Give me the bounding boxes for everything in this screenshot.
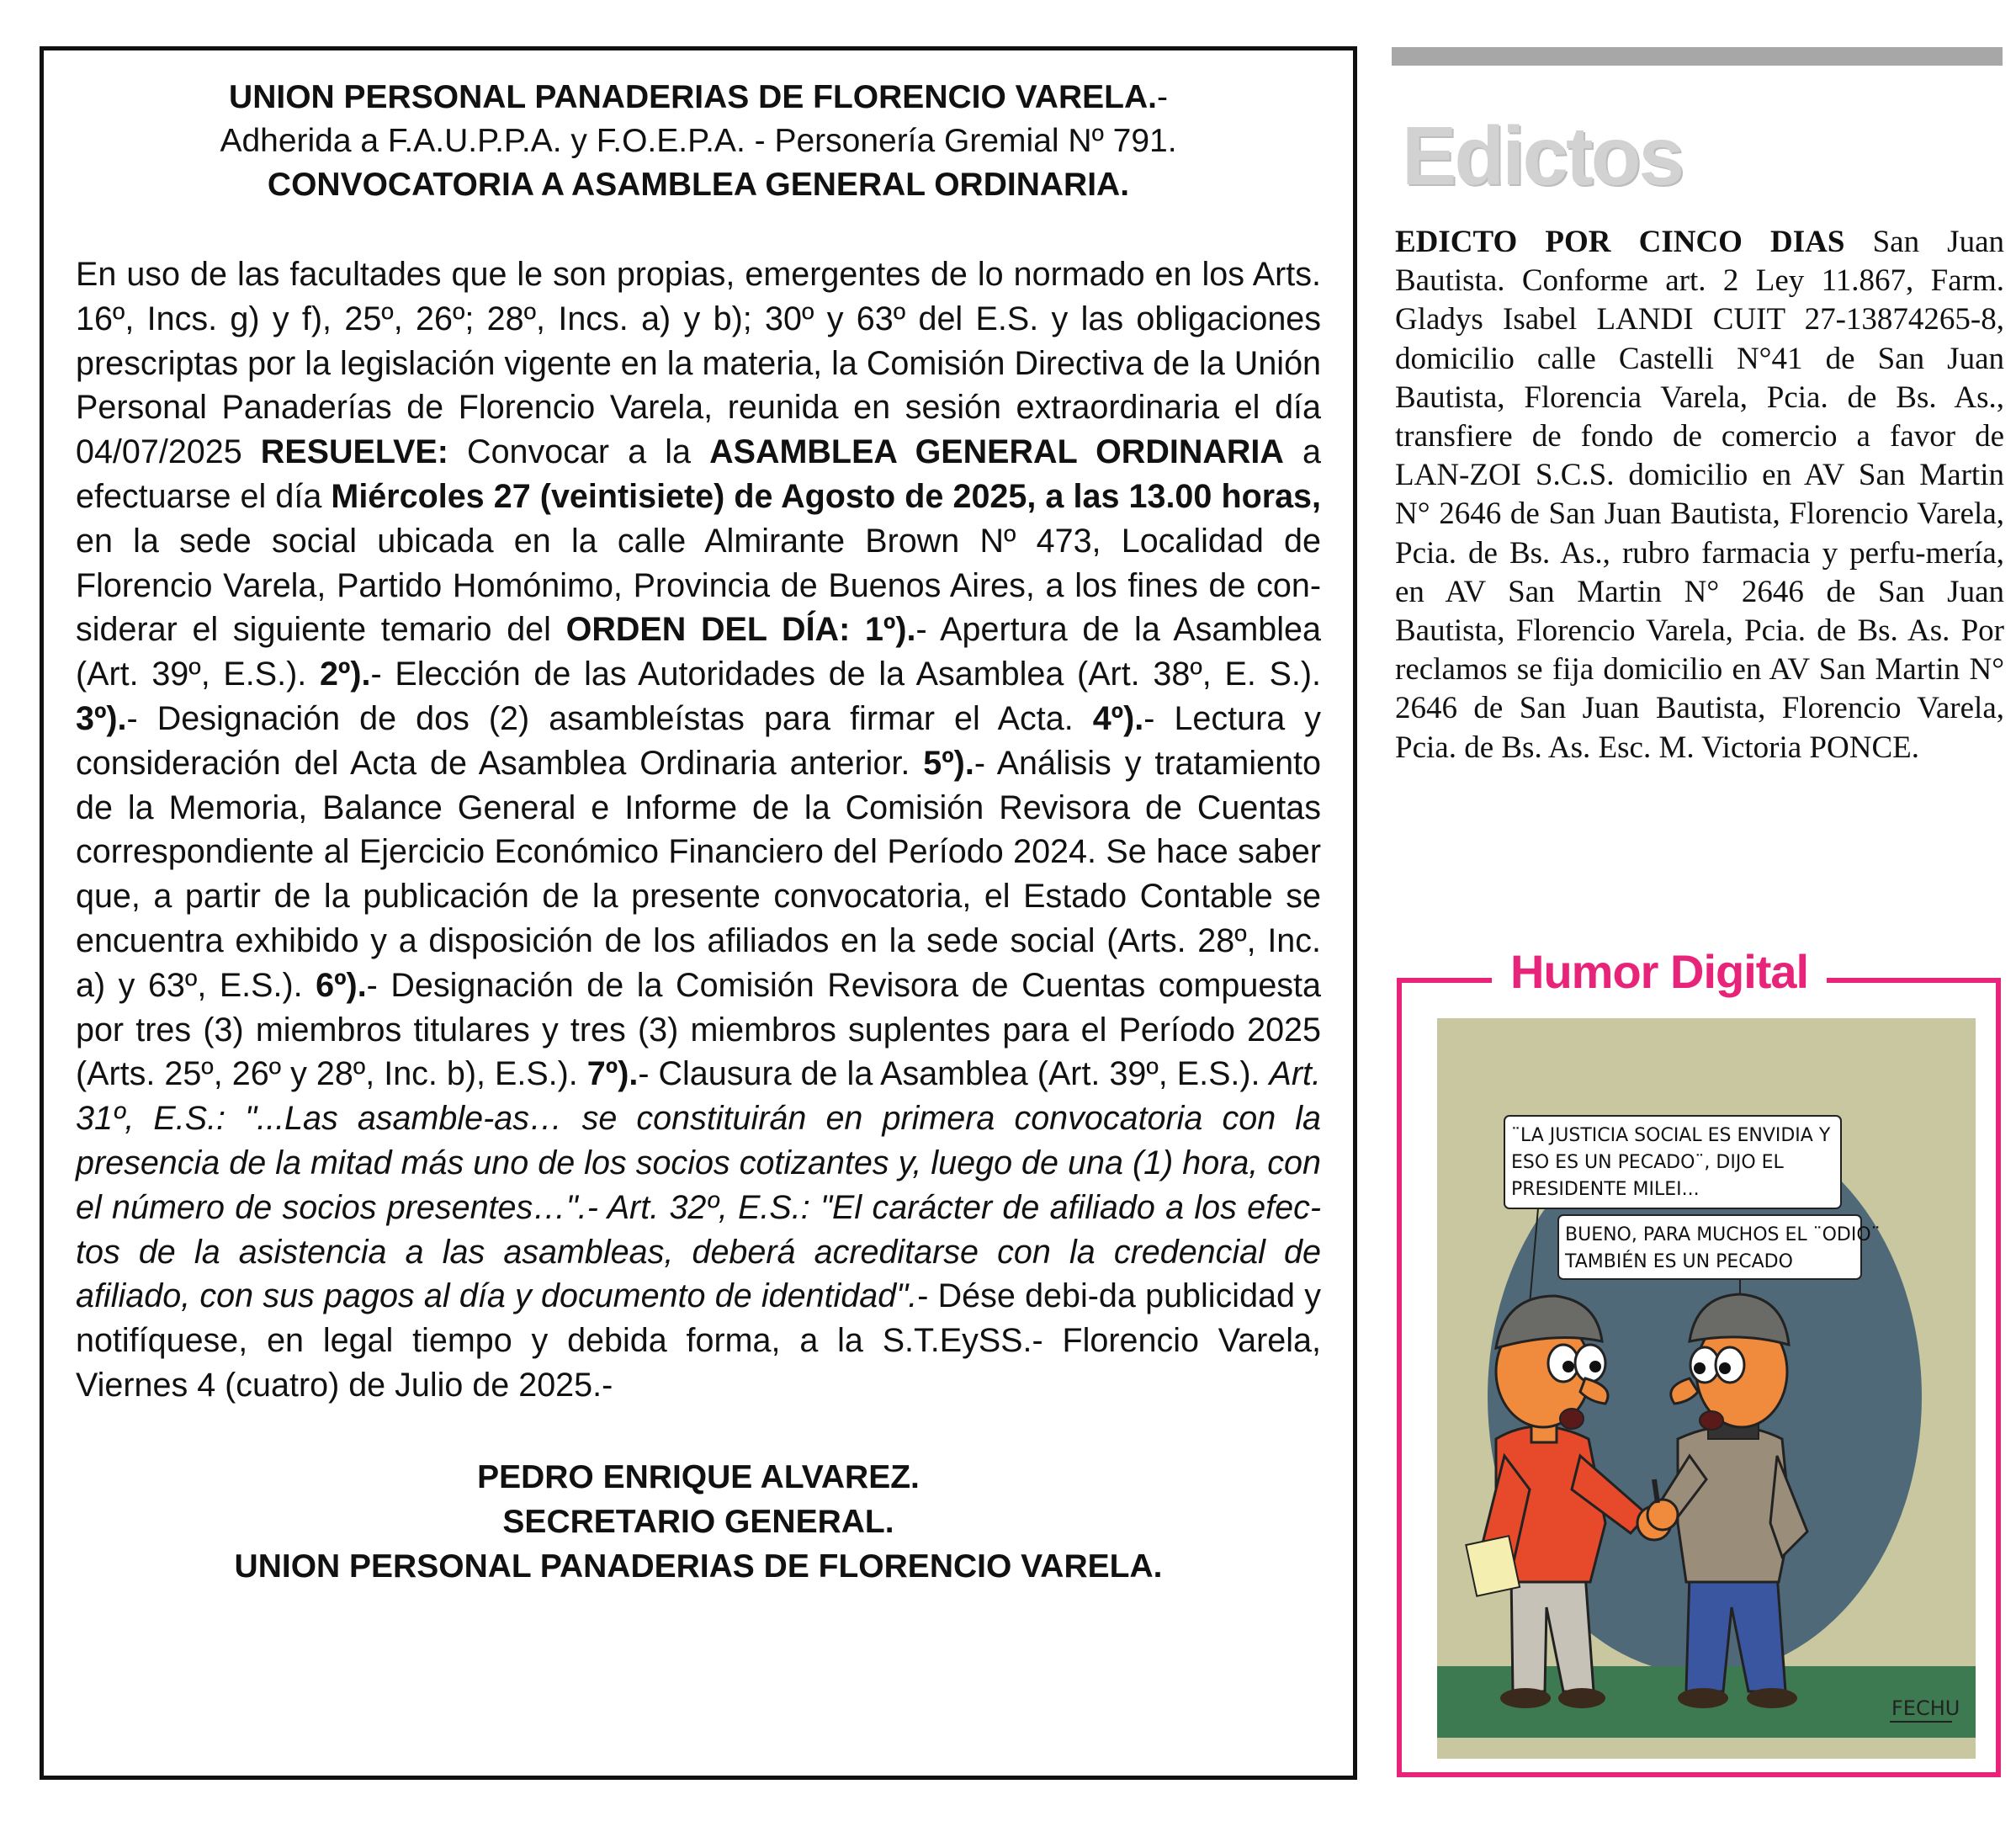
signer-name: PEDRO ENRIQUE ALVAREZ.	[477, 1458, 920, 1495]
notice-signature	[76, 1455, 1321, 1589]
cartoon-illustration	[1437, 1018, 1976, 1759]
notice-title: UNION PERSONAL PANADERIAS DE FLORENCIO VARELA.-	[229, 79, 1168, 115]
signer-organization: UNION PERSONAL PANADERIAS DE FLORENCIO VARELA.	[234, 1548, 1163, 1585]
convocatoria-notice	[40, 46, 1357, 1780]
humor-title: Humor Digital	[1492, 938, 1827, 1006]
cartoonist-signature: FECHU	[1891, 1696, 1960, 1720]
bubble2-line1: BUENO, PARA MUCHOS EL ¨ODIO¨	[1565, 1224, 1881, 1245]
notice-heading: CONVOCATORIA A ASAMBLEA GENERAL ORDINARIA.	[267, 167, 1130, 203]
bubble1-line3: PRESIDENTE MILEI...	[1511, 1179, 1700, 1200]
signer-role: SECRETARIO GENERAL.	[502, 1503, 894, 1540]
bubble1-line1: ¨LA JUSTICIA SOCIAL ES ENVIDIA Y	[1511, 1125, 1831, 1146]
bubble1-line2: ESO ES UN PECADO¨, DIJO EL	[1511, 1152, 1784, 1173]
edicto-text: EDICTO POR CINCO DIAS San Juan Bautista. Conforme art. 2 Ley 11.867, Farm. Gladys Isabel LANDI CUIT 27-13874265-8, domicilio calle Castelli N°41 de San Juan Bautista, Florencia Varela, Pcia. de Bs. As., transfiere de fondo de comercio a favor de LAN-ZOI S.C.S. domicilio en AV San Martin N° 2646 de San Juan Bautista, Florencio Varela, Pcia. de Bs. As., rubro farmacia y perfu-mería, en AV San Martin N° 2646 de San Juan Bautista, Florencio Varela, Pcia. de Bs. As. Por reclamos se fija domicilio en AV San Martin N° 2646 de San Juan Bautista, Florencio Varela, Pcia. de Bs. As. Esc. M. Victoria PONCE.	[1395, 225, 2004, 765]
notice-body: En uso de las facultades que le son propias, emergentes de lo normado en los Arts. 16º, Incs. g) y f), 25º, 26º; 28º, Incs. a) y b); 30º y 63º del E.S. y las obligaciones prescriptas por la legislación vigente en la materia, la Comisión Directiva de la Unión Personal Panaderías de Florencio Varela, reunida en sesión extraordinaria el día 04/07/2025 RESUELVE: Convocar a la ASAMBLEA GENERAL ORDINARIA a efectuarse el día Miércoles 27 (veintisiete) de Agosto de 2025, a las 13.00 horas, en la sede social ubicada en la calle Almirante Brown Nº 473, Localidad de Florencio Varela, Partido Homónimo, Provincia de Buenos Aires, a los fines de con-siderar el siguiente temario del ORDEN DEL DÍA: 1º).- Apertura de la Asamblea (Art. 39º, E.S.). 2º).- Elección de las Autoridades de la Asamblea (Art. 38º, E. S.). 3º).- Designación de dos (2) asambleístas para firmar el Acta. 4º).- Lectura y consideración del Acta de Asamblea Ordinaria anterior. 5º).- Análisis y tratamiento de la Memoria, Balance General e Informe de la Comisión Revisora de Cuentas correspondiente al Ejercicio Económico Financiero del Período 2024. Se hace saber que, a partir de la publicación de la presente convocatoria, el Estado Contable se encuentra exhibido y a disposición de los afiliados en la sede social (Arts. 28º, Inc. a) y 63º, E.S.). 6º).- Designación de la Comisión Revisora de Cuentas compuesta por tres (3) miembros titulares y tres (3) miembros suplentes para el Período 2025 (Arts. 25º, 26º y 28º, Inc. b), E.S.). 7º).- Clausura de la Asamblea (Art. 39º, E.S.). Art. 31º, E.S.: "...Las asamble-as… se constituirán en primera convocatoria con la presencia de la mitad más uno de los socios cotizantes y, luego de una (1) hora, con el número de socios presentes…".- Art. 32º, E.S.: "El carácter de afiliado a los efec-tos de la asistencia a las asambleas, deberá acreditarse con la credencial de afiliado, con sus pagos al día y documento de identidad".- Dése debi-da publicidad y notifíquese, en legal tiempo y debida forma, a la S.T.EySS.- Florencio Varela, Viernes 4 (cuatro) de Julio de 2025.-	[76, 256, 1321, 1404]
edictos-section-title: Edictos	[1402, 109, 1682, 202]
edicto-lead: EDICTO POR CINCO DIAS	[1395, 225, 1845, 259]
notice-subtitle: Adherida a F.A.U.P.P.A. y F.O.E.P.A. - Personería Gremial Nº 791.	[220, 123, 1177, 159]
section-divider-bar	[1392, 47, 2003, 66]
bubble2-line2: TAMBIÉN ES UN PECADO	[1565, 1251, 1793, 1272]
